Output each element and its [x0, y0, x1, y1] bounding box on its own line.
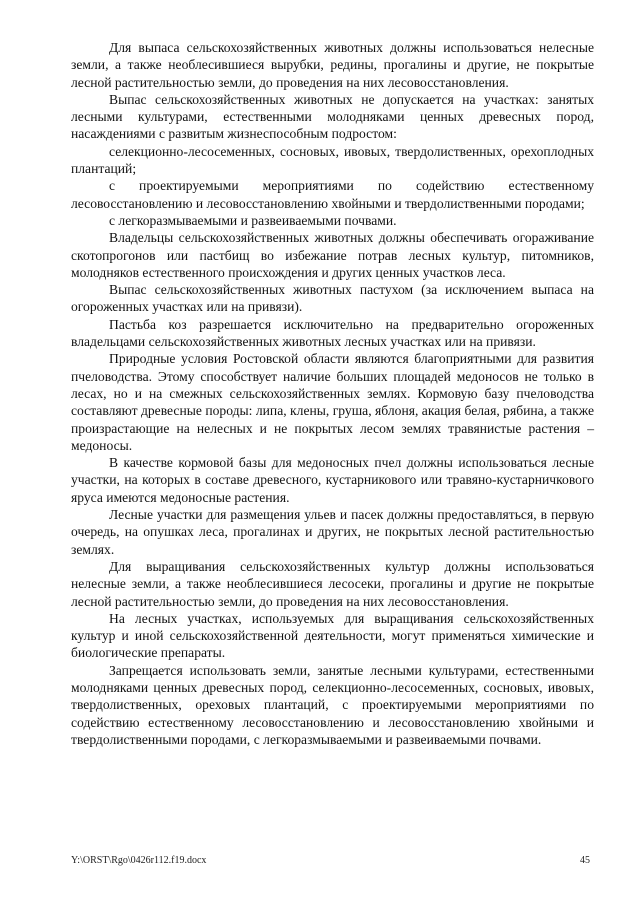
paragraph-chemicals: На лесных участках, используемых для выращивания сельскохозяйственных культур и иной сельскохозяйственной деятельности, могут применяться химические и биологические препараты.	[71, 610, 594, 661]
paragraph-reforestation-measures: с проектируемыми мероприятиями по содействию естественному лесовосстановлению и лесовосстановлению хвойными и твердолиственными породами;	[71, 178, 594, 211]
paragraph-grazing-lands: Для выпаса сельскохозяйственных животных должны использоваться нелесные земли, а также необлесившиеся вырубки, редины, прогалины и другие, не покрытые лесной растительностью земли, до проведения на них лесовосстановления.	[71, 40, 594, 90]
paragraph-erodible-soils: с легкоразмываемыми и развеиваемыми почвами.	[109, 212, 397, 228]
paragraph-beekeeping-conditions: Природные условия Ростовской области являются благоприятными для развития пчеловодства. Этому способствует наличие больших площадей медоносов не только в лесах, но и на смежных сельскохозяйственных землях. Кормовую базу пчеловодства составляют древесные породы: липа, клены, груша, яблоня, акация белая, рябина, а также произрастающие на нелесных и не покрытых лесом землях травянистые растения – медоносы.	[71, 351, 594, 453]
paragraph-herder-grazing: Выпас сельскохозяйственных животных пастухом (за исключением выпаса на огороженных участках или на привязи).	[71, 282, 594, 315]
paragraph-plantations: селекционно-лесосеменных, сосновых, ивовых, твердолиственных, орехоплодных плантаций;	[71, 143, 594, 177]
paragraph-crop-lands: Для выращивания сельскохозяйственных культур должны использоваться нелесные земли, а также необлесившиеся лесосеки, прогалины и другие не покрытые лесной растительностью земли, до проведения на них лесовосстановления.	[71, 558, 594, 609]
paragraph-apiaries: Лесные участки для размещения ульев и пасек должны предоставляться, в первую очередь, на опушках леса, прогалинах и других, не покрытых лесной растительностью землях.	[71, 507, 594, 557]
paragraph-bee-forage: В качестве кормовой базы для медоносных пчел должны использоваться лесные участки, на которых в составе древесного, кустарникового или травяно-кустарничкового яруса имеются медоносные растения.	[71, 455, 594, 505]
document-page	[71, 39, 594, 748]
footer-file-path: Y:\ORST\Rgo\0426r112.f19.docx	[71, 855, 207, 866]
paragraph-prohibited-lands: Запрещается использовать земли, занятые лесными культурами, естественными молодняками ценных древесных пород, селекционно-лесосеменных, сосновых, ивовых, твердолиственных, ореховых плантаций, с проектируемыми мероприятиями по содействию естественному лесовосстановлению и лесовосстановлению хвойными и твердолиственными породами, с легкоразмываемыми и развеиваемыми почвами.	[71, 662, 594, 747]
paragraph-goats: Пастьба коз разрешается исключительно на предварительно огороженных владельцами сельскохозяйственных животных лесных участках или на привязи.	[71, 316, 594, 350]
paragraph-fencing: Владельцы сельскохозяйственных животных должны обеспечивать огораживание скотопрогонов или пастбищ во избежание потрав лесных культур, питомников, молодняков естественного происхождения и других ценных участков леса.	[71, 230, 594, 280]
paragraph-grazing-prohibited: Выпас сельскохозяйственных животных не допускается на участках: занятых лесными культурами, естественными молодняками ценных древесных пород, насаждениями с развитым жизнеспособным подростом:	[71, 91, 594, 142]
page-number: 45	[580, 855, 590, 866]
